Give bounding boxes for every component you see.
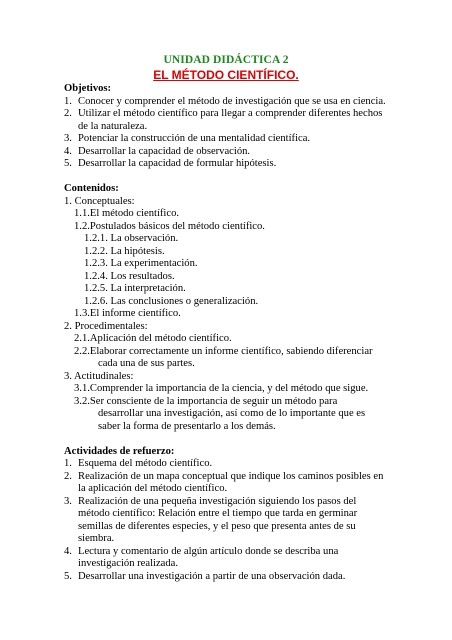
contenidos-item: cada una de sus partes. [98, 358, 195, 369]
contenidos-item: 1.1.El método científico. [74, 208, 180, 219]
actividades-list [64, 458, 394, 583]
contenidos-item: 2. Procedimentales: [64, 320, 148, 332]
contenidos-item: 3.2.Ser consciente de la importancia de seguir un método para [74, 395, 338, 407]
objetivos-item [64, 146, 394, 159]
actividades-item-number: 4. [64, 545, 72, 557]
actividades-item-text: Esquema del método científico. [78, 458, 213, 469]
objetivos-item-number: 2. [64, 108, 72, 119]
contenidos-item: 1.3.El informe científico. [74, 308, 181, 319]
objetivos-item-number: 4. [64, 145, 72, 157]
contenidos-item: 2.2.Elaborar correctamente un informe científico, sabiendo diferenciar [74, 345, 373, 357]
objetivos-item-text: Conocer y comprender el método de investigación que se usa en ciencia. [78, 95, 386, 107]
contenidos-item: 1.2.5. La interpretación. [84, 283, 186, 294]
actividades-item [64, 458, 394, 471]
contenidos-item: 1.2.4. Los resultados. [84, 270, 175, 282]
contenidos-heading: Contenidos: [64, 183, 119, 194]
contenidos-item: 1.2.6. Las conclusiones o generalización. [84, 295, 259, 307]
document-body [64, 83, 394, 583]
objetivos-item [64, 108, 394, 133]
contenidos-item: 1.2.1. La observación. [84, 233, 179, 244]
objetivos-item-text: Desarrollar la capacidad de observación. [78, 145, 251, 157]
contenidos-item: 1.2.Postulados básicos del método científico. [74, 220, 265, 232]
contenidos-item: desarrollar una investigación, así como de lo importante que es [98, 408, 366, 419]
contenidos-item: 2.1.Aplicación del método científico. [74, 333, 232, 344]
actividades-item-number: 5. [64, 570, 72, 582]
objetivos-item [64, 133, 394, 146]
actividades-item-text: Realización de una pequeña investigación siguiendo los pasos del [78, 495, 357, 507]
actividades-item-text: siembra. [78, 533, 115, 544]
objetivos-item-text: de la naturaleza. [78, 120, 148, 132]
actividades-item-text: método científico: Relación entre el tiempo que tarda en germinar [78, 508, 358, 519]
actividades-item-text: Lectura y comentario de algún artículo donde se describa una [78, 545, 339, 557]
objetivos-item-number: 3. [64, 133, 72, 144]
contenidos-item: 1. Conceptuales: [64, 195, 135, 207]
objetivos-item [64, 96, 394, 109]
actividades-item-text: investigación realizada. [78, 558, 179, 569]
objetivos-list [64, 96, 394, 171]
actividades-item-number: 1. [64, 458, 72, 469]
actividades-heading: Actividades de refuerzo: [64, 445, 175, 457]
actividades-item-text: semillas de diferentes especies, y el peso que presenta antes de su [78, 520, 356, 532]
objetivos-item-number: 5. [64, 158, 72, 169]
objetivos-item-text: Potenciar la construcción de una mentalidad científica. [78, 133, 311, 144]
objetivos-item-number: 1. [64, 95, 72, 107]
objetivos-heading: Objetivos: [64, 83, 112, 94]
contenidos-item: 3. Actitudinales: [64, 370, 134, 382]
actividades-item [64, 571, 394, 584]
objetivos-item-text: Desarrollar la capacidad de formular hipótesis. [78, 158, 277, 169]
actividades-item [64, 496, 394, 546]
actividades-item-text: Desarrollar una investigación a partir de una observación dada. [78, 570, 346, 582]
unit-title: UNIDAD DIDÁCTICA 2 [163, 54, 289, 66]
actividades-item-text: Realización de un mapa conceptual que indique los caminos posibles en [78, 470, 384, 482]
contenidos-item: 3.1.Comprender la importancia de la ciencia, y del método que sigue. [74, 383, 369, 394]
contenidos-list [64, 196, 394, 434]
contenidos-item: saber la forma de presentarlo a los demás. [98, 420, 276, 432]
actividades-item-number: 2. [64, 470, 72, 482]
contenidos-item: 1.2.2. La hipótesis. [84, 245, 165, 257]
actividades-item [64, 471, 394, 496]
contenidos-item: 1.2.3. La experimentación. [84, 258, 198, 269]
objetivos-item [64, 158, 394, 171]
actividades-item [64, 546, 394, 571]
objetivos-item-text: Utilizar el método científico para llegar a comprender diferentes hechos [78, 108, 383, 119]
actividades-item-number: 3. [64, 495, 72, 507]
unit-subtitle: EL MÉTODO CIENTÍFICO. [153, 68, 299, 82]
actividades-item-text: la aplicación del método científico. [78, 483, 228, 494]
